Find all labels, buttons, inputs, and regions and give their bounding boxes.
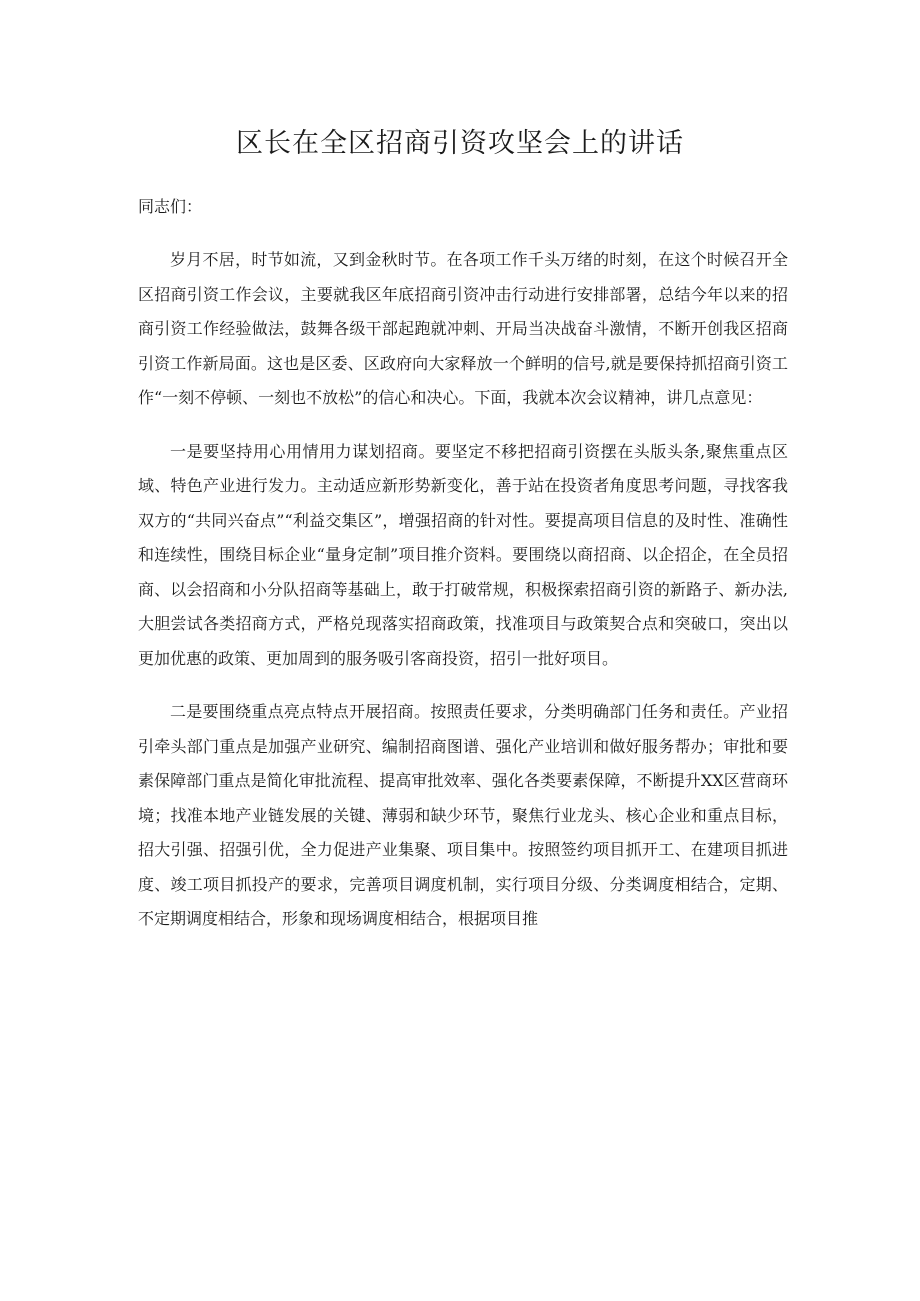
document-body: [138, 190, 788, 956]
paragraph-opening: 岁月不居，时节如流，又到金秋时节。在各项工作千头万绪的时刻，在这个时候召开全区招商引资工作会议，主要就我区年底招商引资冲击行动进行安排部署，总结今年以来的招商引资工作经验做法，鼓舞各级干部起跑就冲刺、开局当决战奋斗激情，不断开创我区招商引资工作新局面。这也是区委、区政府向大家释放一个鲜明的信号,就是要保持抓招商引资工作“一刻不停顿、一刻也不放松”的信心和决心。下面，我就本次会议精神，讲几点意见：: [138, 250, 788, 407]
paragraph-point-one: 一是要坚持用心用情用力谋划招商。要坚定不移把招商引资摆在头版头条,聚焦重点区域、特色产业进行发力。主动适应新形势新变化，善于站在投资者角度思考问题，寻找客我双方的“共同兴奋点”“利益交集区”，增强招商的针对性。要提高项目信息的及时性、准确性和连续性，围绕目标企业“量身定制”项目推介资料。要围绕以商招商、以企招企，在全员招商、以会招商和小分队招商等基础上，敢于打破常规，积极探索招商引资的新路子、新办法,大胆尝试各类招商方式，严格兑现落实招商政策，找准项目与政策契合点和突破口，突出以更加优惠的政策、更加周到的服务吸引客商投资，招引一批好项目。: [138, 441, 788, 668]
document-title: 区长在全区招商引资攻坚会上的讲话: [236, 128, 684, 159]
salutation: 同志们：: [138, 197, 203, 216]
paragraph-point-two: 二是要围绕重点亮点特点开展招商。按照责任要求，分类明确部门任务和责任。产业招引牵头部门重点是加强产业研究、编制招商图谱、强化产业培训和做好服务帮办；审批和要素保障部门重点是简化审批流程、提高审批效率、强化各类要素保障，不断提升XX区营商环境；找准本地产业链发展的关键、薄弱和缺少环节，聚焦行业龙头、核心企业和重点目标，招大引强、招强引优，全力促进产业集聚、项目集中。按照签约项目抓开工、在建项目抓进度、竣工项目抓投产的要求，完善项目调度机制，实行项目分级、分类调度相结合，定期、不定期调度相结合，形象和现场调度相结合，根据项目推: [138, 702, 788, 928]
